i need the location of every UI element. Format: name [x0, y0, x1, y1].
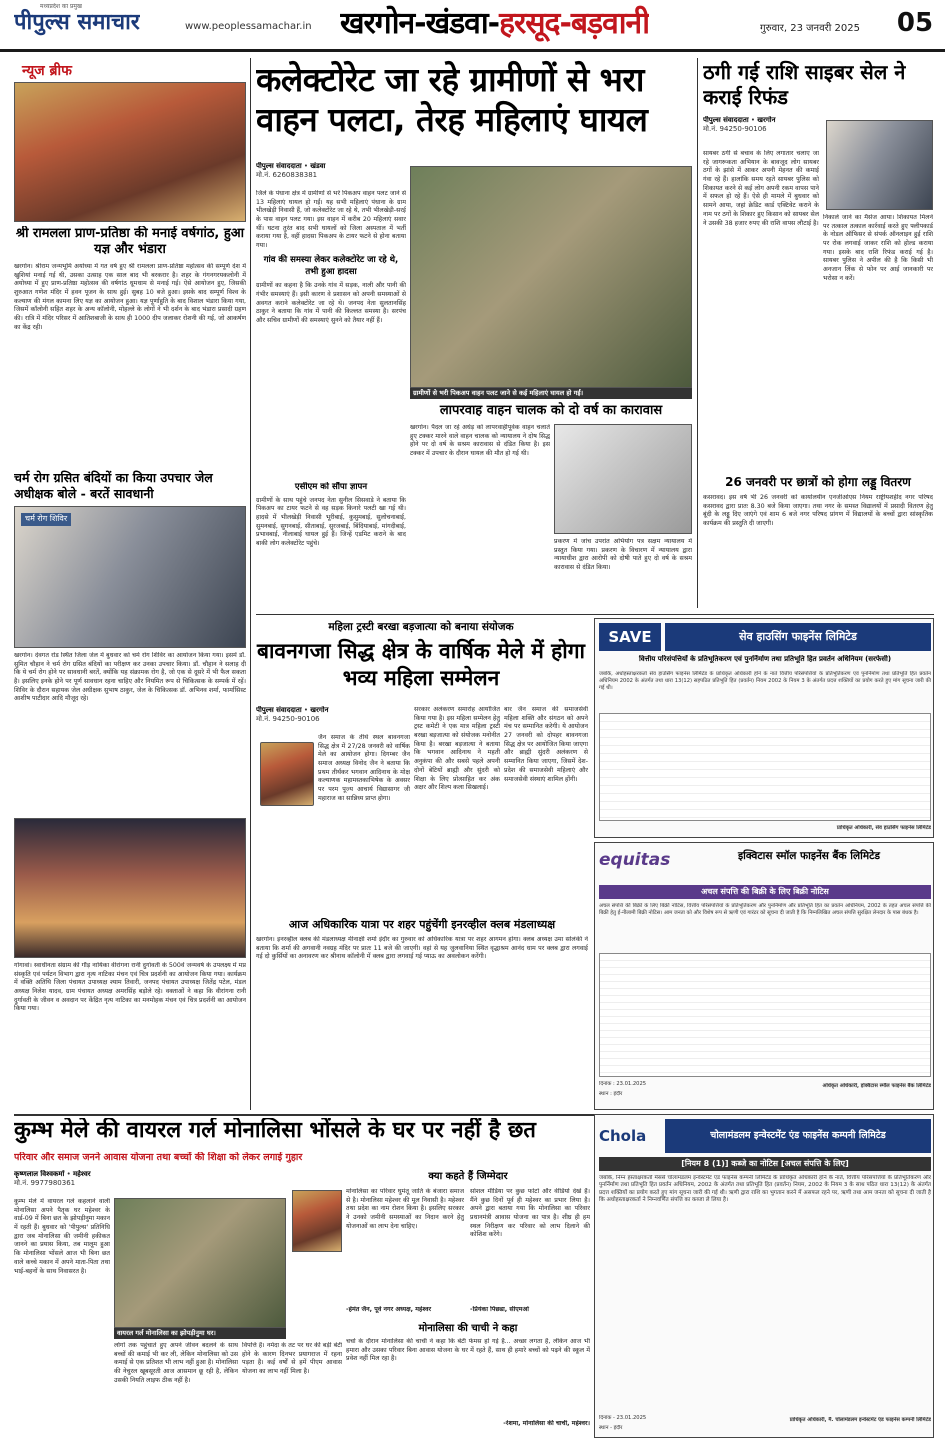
- section-title-black: खरगोन-खंडवा-: [340, 6, 500, 41]
- lead-subhead1: गांव की समस्या लेकर कलेक्टोरेट जा रहे थे, तभी हुआ हादसा: [263, 254, 399, 277]
- story2-headline: चर्म रोग ग्रसित बंदियों का किया उपचार जेल अधीक्षक बोले - बरतें सावधानी: [14, 470, 213, 501]
- laddoo-body: कसरावद। इस वर्ष भी 26 जनवरी को कार्यालयीन एनजीओएस नियम राष्ट्रीयशहीद नगर परिषद कसरावद द्वारा प्रातः 8.30 बजे किया जाएगा। तथा नगर के समस्त विद्यालयों में प्रसादी वितरण हेतु बूंदी के लड्डू दिए जाएंगे एवं शाम 6 बजे नगर परिषद प्रांगण में विद्यालयों के बच्चों द्वारा सांस्कृतिक कार्यक्रम की प्रस्तुति दी जाएगी।: [703, 494, 933, 528]
- equitas-title: इक्विटास स्मॉल फाइनेंस बैंक लिमिटेड: [737, 850, 881, 862]
- mela-byline-name: पीपुल्स संवाददाता: [256, 706, 302, 714]
- monalisa-house-photo: [114, 1198, 286, 1328]
- dateline: गुरुवार, 23 जनवरी 2025: [760, 23, 860, 34]
- column-divider: [250, 58, 251, 1110]
- equitas-subtitle: अचल संपत्ति की बिक्री के लिए बिक्री नोटिस: [599, 885, 931, 899]
- monalisa-phone: मो.नं. 9977980361: [14, 1179, 76, 1188]
- save-notice-title: वित्तीय परिसंपत्तियों के प्रतिभूतिकरण एवं पुनर्निर्माण तथा प्रतिभूति हित प्रवर्तन अधिनियम (सरफेसी): [638, 655, 892, 663]
- monalisa-body1: कुम्भ मेले में वायरल गर्ल कहलाने वाली मोनालिसा अपने पैतृक घर महेश्वर के वार्ड-09 में बिना छत के झोपड़ीनुमा मकान में रहती हैं। बुधवार को 'पीपुल्स' प्रतिनिधि द्वारा जब मोनालिसा की जमीनी हकीकत जानने का प्रयास किया, तब मालूम हुआ कि मोनालिसा भोंसले आज भी बिना छत वाले कच्चे मकान में अपने माता-पिता तथा भाई-बहनों के साथ निवासरत है।: [14, 1198, 110, 1275]
- dance-drama-photo: [14, 818, 246, 958]
- story3-body: गोगावां। स्वाधीनता संग्राम की गौंड़ नायिका वीरांगना रानी दुर्गावती के 500वें जन्मवर्ष के उपलक्ष्य में मप्र संस्कृति एवं पर्यटन विभाग द्वारा नृत्य नाटिका मंचन एवं चित्र प्रदर्शनी का आयोजन किया गया। कार्यक्रम में वक्ति अतिथि जिला पंचायत उपाध्यक्ष श्याम तिवारी, जनपद पंचायत उपाध्यक्ष जितेंद्र पटेल, मंडल अध्यक्ष निलेश यादव, ग्राम पंचायत अध्यक्ष अमरसिंह बड़ोले रहे। वक्ताओं ने कहा कि वीरांगना रानी दुर्गावती के जीवन व अवदान पर केंद्रित नृत्य नाटिका का मनमोहक मंचन एवं चित्र प्रदर्शनी का आयोजन किया गया।: [14, 962, 246, 1013]
- lead-body2: ग्रामीणों का कहना है कि उनके गांव में सड़क, नाली और पानी की गंभीर समस्याएं हैं। इसी कारण वे प्रशासन को अपनी समस्याओं से अवगत कराने कलेक्टोरेट जा रहे थे। जनपद नेता सुलतानसिंह ठाकुर ने बताया कि गांव में पानी की किल्लत समस्या है। सरपंच और सचिव ग्रामीणों की समस्याएं सुनने को तैयार नहीं हैं।: [256, 282, 406, 324]
- monalisa-body3: विपत्ति है। नर्मदा के तट पर घर की बड़ी बेटी होने के कारण दिनभर प्रयागराज में रहना पड़ता है। कई वर्षों से हमें पीएम आवास योजना का लाभ नहीं मिला है।: [242, 1342, 342, 1376]
- story2-body: खरगोन। देवगत रोड स्थित जिला जेल में बुधवार को चर्म रोग शिविर का आयोजन किया गया। इसमें डॉ. सुमित चौहान ने चर्म रोग ग्रसित बंदियों का परीक्षण कर उनका उपचार किया। डॉ. चौहान ने सलाह दी कि ये चर्म रोग होने पर सावधानी बरतें, क्योंकि यह संक्रामक रोग है, जो एक से दूसरे में भी फैल सकता है। इसलिए इनके होने पर पूर्ण सावधान रहना चाहिए और नियमित रूप से चिकित्सक के सम्पर्क में रहें। शिविर के दौरान सहायक जेल अधीक्षक सुभाष ठाकुर, जेल के चिकित्सक डॉ. अभिनव शर्मा, फार्मासिस्ट आशीष पाटीदार आदि मौजूद रहे।: [14, 652, 246, 703]
- mela-body1: जैन समाज के तीर्थ स्थल बावनगजा सिद्ध क्षेत्र में 27/28 जनवरी को वार्षिक मेले का आयोजन होगा। दिगम्बर जैन समाज अध्यक्ष विनोद जैन ने बताया कि प्रथम तीर्थंकर भगवान आदिनाथ के मोक्ष कल्याणक महामस्तकाभिषेक के अवसर पर परम पूज्य आचार्य विद्यासागर जी महाराज का सान्निध्य प्राप्त होगा।: [318, 734, 410, 802]
- save-notice-table: [599, 713, 931, 821]
- chola-place: स्थान - इंदौर: [599, 1425, 623, 1431]
- aunt-title: मोनालिसा की चाची ने कहा: [418, 1323, 518, 1334]
- monalisa-photo-caption: वायरल गर्ल मोनालिसा का झोपड़ीनुमा घर।: [114, 1328, 286, 1339]
- lead-body3: ग्रामीणों के साथ पहुंचे जनपद नेता सुनील सिसवाडे ने बताया कि पिकअप का टायर फटने से वह सड़क किनारे पलटी खा गई थी। हादसे में भीलखेड़ी निवासी भूरीबाई, कुसुमबाई, सुलोचनाबाई, सुमनबाई, सुगनबाई, सीताबाई, सुरजबाई, बिंदियाबाई, मांगदीबाई, प्रभावबाई, नीलाबाई घायल हुई हैं। जिन्हें एडमिट कराने के बाद बाकी लोग कलेक्टोरेट पहुंचे।: [256, 496, 406, 548]
- mela-phone: मो.नं. 94250-90106: [256, 715, 320, 724]
- laddoo-headline: 26 जनवरी पर छात्रों को होगा लड्डू वितरण: [725, 475, 911, 489]
- officials-name1: -हेमंत जैन, पूर्व नगर अध्यक्ष, महेश्वर: [346, 1306, 432, 1313]
- cyber-byline-name: पीपुल्स संवाददाता: [703, 116, 749, 124]
- chola-logo: Chola: [599, 1127, 647, 1145]
- chola-date: दिनांक - 23.01.2025: [599, 1415, 647, 1421]
- story1-headline: श्री रामलला प्राण-प्रतिष्ठा की मनाई वर्षगांठ, हुआ यज्ञ और भंडारा: [15, 226, 245, 258]
- lead-headline: कलेक्टोरेट जा रहे ग्रामीणों से भरा वाहन पलटा, तेरह महिलाएं घायल: [256, 60, 648, 139]
- hacker-photo: [826, 120, 933, 210]
- officials-body2: सोशल मीडिया पर कुछ फोटो और वीडियो देखे हैं। मैंने कुछ दिनों पूर्व ही महेश्वर का प्रभार लिया है। अपने द्वारा बताया गया कि मोनालिसा का परिवार प्रधानमंत्री आवास योजना का पात्र है। शीघ्र ही हम स्थल निरीक्षण कर परिवार को लाभ दिलाने की कोशिश करेंगे।: [470, 1188, 590, 1239]
- cyber-byline-place: खरगोन: [757, 116, 776, 124]
- mela-byline: पीपुल्स संवाददाता • खरगोन मो.नं. 94250-90106: [256, 706, 366, 725]
- equitas-table: [599, 953, 931, 1077]
- mela-body3: बार जैन समाज की समाजसेवी महिला शक्ति और संगठन को अपने मंच पर सम्मानित करेगी। ये आयोजन 27 जनवरी को दोपहर बावनगजा सिद्ध क्षेत्र पर आयोजित किया जाएगा और ब्राह्मी सुंदरी अलंकरण से सम्मानित किया जाएगा, जिसमें देश-प्रदेश की समाजसेवी महिलाएं और समाजसेवी संस्थाएं शामिल होंगी।: [504, 706, 588, 783]
- court-body2: प्रकरण में जांच उपरांत अभियोग पत्र सक्षम न्यायालय में प्रस्तुत किया गया। प्रकरण के विचारण में न्यायालय द्वारा न्यायाधीश द्वारा आरोपी को दोषी पाते हुए दो वर्ष के सश्रम कारावास से दंडित किया।: [554, 538, 692, 572]
- news-brief-column: [14, 60, 246, 882]
- lead-body-col1b: [256, 482, 406, 610]
- mela-byline-place: खरगोन: [310, 706, 329, 714]
- chola-subtitle: [नियम 8 (1)] कब्जे का नोटिस [अचल संपत्ति के लिए]: [599, 1157, 931, 1171]
- cyber-headline: ठगी गई राशि साइबर सेल ने कराई रिफंड: [703, 60, 906, 109]
- equitas-body: अचल संपत्ति की बिक्री के लिए बिक्री नोटिस, वित्तीय परिसंपत्तियों के प्रतिभूतिकरण और पुनर्निर्माण और प्रतिभूति हित का प्रवर्तन अधिनियम, 2002 के तहत अचल संपत्ति की बिक्री हेतु ई-नीलामी बिक्री नोटिस। आम जनता को और विशेष रूप से ऋणी एवं गारंटर को सूचना दी जाती है कि निम्नलिखित अचल संपत्ति सुरक्षित लेनदार के पास बंधक है।: [599, 903, 931, 916]
- save-title: सेव हाउसिंग फाइनेंस लिमिटेड: [665, 623, 931, 651]
- accident-photo-caption: ग्रामीणों से भरी पिकअप वाहन पलट जाने से कई महिलाएं घायल हो गईं।: [410, 388, 692, 399]
- lead-byline: पीपुल्स संवाददाता • खंडवा मो.नं. 6260838381: [256, 162, 416, 181]
- lead-byline-place: खंडवा: [310, 162, 326, 170]
- chola-footer: प्राधिकृत अधिकारी, मै. चोलामंडलम इन्वेस्टमेंट एंड फाइनेंस कम्पनी लिमिटेड: [789, 1417, 931, 1423]
- monalisa-portrait: [292, 1190, 342, 1252]
- lead-byline-name: पीपुल्स संवाददाता: [256, 162, 302, 170]
- equitas-date: दिनांक : 23.01.2025: [599, 1081, 647, 1087]
- cyber-byline: पीपुल्स संवाददाता • खरगोन मो.नं. 94250-90106: [703, 116, 823, 135]
- jail-camp-photo: [14, 506, 246, 648]
- news-brief-label: न्यूज ब्रीफ: [14, 60, 124, 82]
- mela-headline: बावनगजा सिद्ध क्षेत्र के वार्षिक मेले में होगा भव्य महिला सम्मेलन: [257, 639, 585, 691]
- story1-body: खरगोन। श्रीराम जन्मभूमि अयोध्या में गत वर्ष हुए श्री रामलला प्राण-प्रतिष्ठा महोत्सव की सम्पूर्ण देश में खुशियां मनाई गई थी, उसका उत्साह एक साल बाद भी बरकरार है। शहर के गंगनगरयकलोनी में अयोध्या में हुए प्राण-प्रतिष्ठा महोत्सव की वर्षगांठ धूमधाम से मनाई गई। ऐसे आयोजन हुए, जिसकी शुरुआत गणेश मंदिर में हवन पूजन के साथ हुई। सुबह 10 बजे हुआ। इसके बाद सम्पूर्ण विश्व के कल्याण की मंगल कामना लिए यज्ञ का आयोजन हुआ। यज्ञ पूर्णाहुति के बाद विशाल भंडारा किया गया, जिसमें कॉलोनी सहित शहर के अन्य कॉलोनी, मोहल्ले के लोगों ने भी दर्शन के बाद भंडारा प्रसादी ग्रहण की। रात्रि में मंदिर परिसर में आतिशबाजी के साथ ही 1000 दीप जलाकर रोशनी की गई, जो आकर्षण का केंद्र रही।: [14, 263, 246, 331]
- officials-title: क्या कहते हैं जिम्मेदार: [428, 1171, 508, 1182]
- officials-body1: मोनालिसा का परिवार घुमंतू जाति के बंजारा समाज से है। मोनालिसा महेश्वर की मूल निवासी है। महेश्वर तथा प्रदेश का नाम रोशन किया है। इसलिए सरकार ने उनको जमीनी समस्याओं का निदान करने हेतु योजनाओं का लाभ देना चाहिए।: [346, 1188, 464, 1230]
- mela-body2: सरकार अलंकरण समारोह आयोजित किया गया है। इस महिला सम्मेलन हेतु ट्रस्ट कमेटी ने एक मात्र महिला ट्रस्टी बरखा बड़जात्या को संयोजक मनोनीत किया है। बरखा बड़जात्या ने बताया कि भगवान आदिनाथ ने महती अनुकंपा की और सबसे पहले अपनी दोनों बेटियों ब्राह्मी और सुंदरी को शिक्षा के लिए प्रोत्साहित कर अंक अक्षर और शिल्प कला सिखलाई।: [414, 706, 500, 792]
- mela-kicker: महिला ट्रस्टी बरखा बड़जात्या को बनाया संयोजक: [328, 621, 514, 633]
- aunt-name: -रेशमा, मोनालिसा की चाची, महेश्वर।: [503, 1420, 590, 1427]
- inner-wheel-body: खरगोन। इनरव्हील क्लब की मंडलाध्यक्ष मीनाक्षी शर्मा इंदौर का गुरुवार को अधिकारिक यात्रा पर शहर आगमन होगा। क्लब अध्यक्ष उमा सोलंकी ने बताया कि शर्मा की अगवानी नवग्रह मंदिर पर प्रातः 11 बजे की जाएगी। वहां से यह जुलवानिया स्थित वृद्धाश्रम आनंद धाम पर क्लब द्वारा लगवाई गई दो कुर्सियों का अनावरण कर श्रीनाथ कॉलोनी में क्लब द्वारा लगवाई गई प्याऊ का अवलोकन करेंगी।: [256, 936, 588, 961]
- monalisa-byline-name: कृष्णलाल विश्वकर्मा: [14, 1170, 65, 1178]
- court-illustration: [554, 424, 692, 534]
- lead-subhead2: एसीएम को सौंपा ज्ञापन: [294, 482, 368, 492]
- section-divider: [256, 614, 934, 615]
- masthead: [0, 0, 945, 52]
- cyber-body2: निकाले जाने का मैसेज आया। शिकायत मिलने पर तत्काल तत्काल कार्रवाई करते हुए फ्लीपकार्ड के नोडल ऑफिसर से संपर्क ऑनलाइन हुई राशि पर रोक लगवाई जाकर राशि को होल्ड कराया गया। इसके बाद राशि रिफंड कराई गई है। सायबर पुलिस ने अपील की है कि किसी भी अनजान लिंक से फोन पर आई जानकारी पर भरोसा न करें।: [823, 214, 933, 282]
- cyber-body1: सायबर ठगी से बचाव के लिए लगातार चलाए जा रहे जागरूकता अभियान के बावजूद लोग सायबर ठगों के झांसे में आकर अपनी मेहनत की कमाई गंवा रहे हैं। हालांकि समय रहते सायबर पुलिस को शिकायत करने से कई लोग अपनी रकम वापस पाने में सफल हो रहे हैं। ऐसे ही मामले में बुधवार को सामने आया, जहां क्रेडिट कार्ड एक्टिवेट कराने के नाम पर ठगों के शिकार हुए किसान को सायबर सेल ने उसकी 38 हजार रुपए की राशि वापस लौटाई है।: [703, 150, 819, 227]
- equitas-place: स्थान : इंदौर: [599, 1091, 623, 1097]
- lead-phone: मो.नं. 6260838381: [256, 171, 318, 180]
- accident-photo: [410, 166, 692, 388]
- monalisa-headline: कुम्भ मेले की वायरल गर्ल मोनालिसा भोंसले के घर पर नहीं है छत: [14, 1118, 536, 1143]
- monalisa-kicker: परिवार और समाज जनने आवास योजना तथा बच्चों की शिक्षा को लेकर लगाई गुहार: [14, 1152, 303, 1163]
- save-footer: प्राधिकृत अधिकारी, सेव हाउसिंग फाइनेंस लिमिटेड: [836, 825, 931, 831]
- logo-tagline: मध्यप्रदेश का प्रमुख: [40, 3, 82, 10]
- officials-name2: -प्रियंका पिछडा, सीएमओ: [470, 1306, 529, 1313]
- court-headline: लापरवाह वाहन चालक को दो वर्ष का कारावास: [439, 403, 663, 418]
- barkha-portrait: [260, 742, 314, 806]
- save-logo: SAVE: [599, 623, 661, 651]
- equitas-logo: equitas: [599, 850, 671, 870]
- equitas-ad: [594, 842, 934, 1110]
- newspaper-logo: पीपुल्स समाचार: [14, 9, 140, 35]
- save-housing-ad: [594, 618, 934, 838]
- chola-ad: [594, 1114, 934, 1438]
- monalisa-byline-place: महेश्वर: [72, 1170, 91, 1178]
- chola-title: चोलामंडलम इन्वेस्टमेंट एंड फाइनेंस कम्पनी लिमिटेड: [665, 1119, 931, 1153]
- column-divider: [697, 58, 698, 608]
- equitas-footer: अधिकृत अधिकारी, इक्विटास स्मॉल फाइनेंस बैंक लिमिटेड: [822, 1083, 931, 1089]
- section-title-red: हरसूद-बड़वानी: [499, 6, 649, 41]
- website-url: www.peoplessamachar.in: [185, 21, 312, 32]
- inner-wheel-headline: आज अधिकारिक यात्रा पर शहर पहुंचेंगी इनरव्हील क्लब मंडलाध्यक्ष: [288, 918, 556, 931]
- monalisa-byline: कृष्णलाल विश्वकर्मा • महेश्वर मो.नं. 9977980361: [14, 1170, 154, 1189]
- aunt-body: चर्चा के दौरान मोनालिसा की चाची ने कहा कि बेटी फेमस हो गई है... अच्छा लगता है, लेकिन आज भी हमारा और उसका परिवार बिना आवास योजना के घर में रहते हैं, साथ ही हमारे बच्चों को पढ़ने की स्कूल में प्रवेश नहीं मिल रहा है।: [346, 1338, 590, 1363]
- camp-banner: चर्म रोग शिविर: [21, 513, 71, 526]
- ramlalla-photo: [14, 82, 246, 222]
- section-title: [340, 4, 649, 45]
- page-number: 05: [896, 8, 934, 38]
- cyber-phone: मो.नं. 94250-90106: [703, 125, 767, 134]
- chola-body: जबकि, निम्न हस्ताक्षरकर्ता मेसर्स चोलामंडलम इन्वेस्टमेंट एंड फाइनेंस कम्पनी लिमिटेड के प्राधिकृत अधिकारी होने के नाते, वित्तीय परिसंपत्तियों के प्रतिभूतिकरण और पुनर्निर्माण तथा प्रतिभूति हित प्रवर्तन अधिनियम, 2002 के अंतर्गत तथा प्रतिभूति हित (प्रवर्तन) नियम, 2002 के नियम 3 के साथ पठित धारा 13(12) के अंतर्गत प्रदत्त शक्तियों का प्रयोग करते हुए मांग सूचना जारी की गई थी। ऋणी द्वारा राशि का भुगतान करने में असफल रहने पर, ऋणी तथा आम जनता को सूचना दी जाती है कि अधोहस्ताक्षरकर्ता ने निम्नवर्णित संपत्ति का कब्जा ले लिया है।: [599, 1175, 931, 1203]
- court-body1: खरगोन। पैदल जा रहे अधेड़ को लापरवाहीपूर्वक वाहन चलाते हुए टक्कर मारने वाले वाहन चालक को न्यायालय ने दोष सिद्ध होने पर दो वर्ष के सश्रम कारावास से दंडित किया है। इस टक्कर में उपचार के दौरान घायल की मौत हो गई थी।: [410, 424, 550, 458]
- monalisa-body2: लोगों तक पहुंचाते हुए अपने जीवन बदलने के साथ बच्चों की कमाई भी कर ली, लेकिन मोनालिसा को उस कमाई से एक प्रतिशत भी लाभ नहीं हुआ है। मोनालिसा की नेचुरल खूबसूरती आज आसमान छू रही है, लेकिन उसकी नियति लाइफ ठीक नहीं है।: [114, 1342, 238, 1384]
- save-notice-body: जबकि, अधोहस्ताक्षरकर्ता सेव हाउसिंग फाइनेंस लिमिटेड के प्राधिकृत अधिकारी होने के नाते वित्तीय परिसंपत्तियों के प्रतिभूतिकरण एवं पुनर्निर्माण तथा प्रतिभूति हित प्रवर्तन अधिनियम 2002 के अंतर्गत तथा धारा 13(12) सहपठित प्रतिभूति हित (प्रवर्तन) नियम 2002 के नियम 3 के अंतर्गत प्रदत्त शक्तियों का प्रयोग करते हुए मांग सूचना जारी की गई थी।: [599, 671, 931, 691]
- lead-body1: जिले के पंधाना क्षेत्र में ग्रामीणों से भरे पिकअप वाहन पलट जाने से 13 महिलाएं घायल हो गईं। यह सभी महिलाएं पंधाना के ग्राम भीलखेड़ी निवासी हैं, जो कलेक्टोरेट जा रहे थे, तभी भीलखेड़ी-सरई के पास वाहन पलट गया। इस वाहन में करीब 20 महिलाएं सवार थीं। घटना तुरंत बाद सभी घायलों को जिला अस्पताल में भर्ती कराया गया है, वहीं हादसा पिकअप के टायर फटने से होना बताया गया।: [256, 190, 406, 250]
